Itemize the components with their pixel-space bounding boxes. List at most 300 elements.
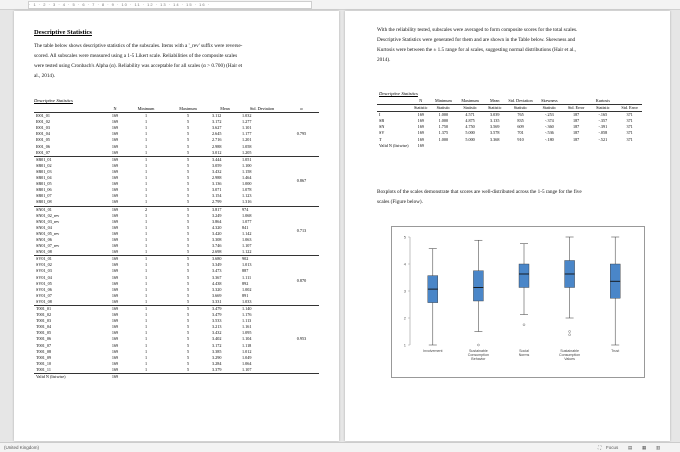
- table-cell: 5: [186, 312, 190, 318]
- column-subheader: Statistic: [411, 105, 430, 112]
- column-header: Kurtosis: [588, 98, 617, 105]
- table-cell: [457, 143, 484, 149]
- table-cell: T001_04: [36, 324, 52, 330]
- table-cell: 3.331: [212, 298, 222, 304]
- web-layout-icon[interactable]: ▥: [656, 445, 661, 450]
- table-cell: I: [379, 112, 381, 118]
- table-cell: 169: [417, 124, 424, 130]
- column-header: Std. Deviation: [506, 98, 535, 105]
- table-cell: 1: [144, 342, 148, 348]
- table-cell: 169: [111, 175, 119, 181]
- table-cell: 5: [186, 131, 190, 137]
- table-cell: 1.000: [438, 118, 449, 124]
- table-cell: 1: [144, 162, 148, 168]
- table-cell: 187: [572, 112, 580, 118]
- table-cell: 701: [517, 130, 524, 136]
- table-cell: 1: [144, 181, 148, 187]
- table-cell: 169: [111, 312, 119, 318]
- table-cell: 1.077: [242, 218, 252, 224]
- table-cell: 169: [111, 193, 119, 199]
- table-cell: 1.032: [240, 113, 284, 120]
- table-cell: [483, 143, 506, 149]
- table-cell: 3.533: [212, 318, 222, 324]
- table-cell: SN01_07_rev: [36, 243, 60, 249]
- alpha-cell: 0.713: [284, 206, 319, 256]
- table-cell: 1.201: [242, 137, 252, 143]
- print-layout-icon[interactable]: ▦: [642, 445, 647, 450]
- table-cell: -.357: [598, 118, 608, 124]
- table-cell: 169: [111, 324, 119, 330]
- table-cell: 5: [186, 274, 190, 280]
- paragraph-line: Boxplots of the scales demonstrate that scores are well-distributed across the 1-5 range for the five: [377, 189, 582, 195]
- table-cell: 1: [144, 324, 148, 330]
- paragraph-line: al., 2014).: [34, 73, 56, 79]
- horizontal-ruler[interactable]: [0, 0, 680, 10]
- table-cell: 1: [144, 193, 148, 199]
- category-label: Sustainable Consumption Values: [559, 349, 581, 361]
- table-cell: 5: [186, 262, 190, 268]
- column-subheader: Statistic: [457, 105, 484, 112]
- table-header-row: [377, 98, 642, 105]
- table-cell: [166, 374, 210, 381]
- table-cell: 3.479: [210, 306, 240, 313]
- table-cell: 2.645: [212, 131, 222, 137]
- table-cell: 1.123: [242, 193, 252, 199]
- table-cell: 169: [111, 131, 119, 137]
- table-cell: 5: [186, 366, 190, 372]
- status-bar: [0, 442, 680, 452]
- table-cell: 1.111: [242, 274, 252, 280]
- table-cell: SV01_02: [36, 262, 52, 268]
- table-cell: SB01_07: [36, 193, 52, 199]
- table-cell: [284, 374, 319, 381]
- table-cell: 1.013: [242, 262, 252, 268]
- table-cell: 169: [111, 280, 119, 286]
- table-cell: 169: [111, 181, 119, 187]
- table-cell: 3.402: [212, 336, 222, 342]
- table-cell: 1: [126, 306, 166, 313]
- table-cell: 1: [144, 274, 148, 280]
- table-cell: I001_03: [36, 125, 50, 131]
- table-cell: 169: [111, 342, 119, 348]
- table-cell: SN01_05_rev: [36, 230, 60, 236]
- table-cell: -.374: [545, 118, 554, 124]
- table-cell: 1.142: [242, 230, 252, 236]
- table-cell: [564, 143, 589, 149]
- table-cell: 1.100: [242, 162, 252, 168]
- table-cell: 169: [111, 286, 119, 292]
- table-cell: 3.817: [210, 206, 240, 213]
- table-cell: 5: [186, 125, 190, 131]
- table-cell: 5: [166, 306, 210, 313]
- table-cell: 169: [111, 212, 119, 218]
- table-cell: -.521: [598, 136, 608, 142]
- table-cell: I001_07: [36, 149, 50, 155]
- table-cell: 1.051: [240, 156, 284, 163]
- ruler-scale: · 1 · 2 · 3 · 4 · 5 · 6 · 7 · 8 · 9 · 10 · 11 · 12 · 13 · 14 · 15 · 16 ·: [28, 1, 312, 9]
- table-cell: 1: [144, 348, 148, 354]
- alpha-cell: 0.795: [284, 113, 319, 157]
- table-cell: 1.068: [242, 212, 252, 218]
- boxplot-figure[interactable]: [391, 226, 645, 378]
- table-row: [34, 206, 319, 213]
- column-header: Minimum: [430, 98, 457, 105]
- table-cell: 3.444: [210, 156, 240, 163]
- table-cell: 1.375: [438, 130, 449, 136]
- table-cell: 169: [111, 236, 119, 242]
- table-cell: T001_09: [36, 354, 52, 360]
- column-header: N: [411, 98, 430, 105]
- table-cell: SB01_05: [36, 181, 52, 187]
- descriptive-statistics-table: [34, 106, 319, 380]
- paragraph-line: With the reliability tested, subscales were averaged to form composite scores for the total scales.: [377, 27, 578, 33]
- outlier-point: [523, 324, 525, 326]
- focus-icon[interactable]: ⛶: [598, 445, 602, 450]
- table-cell: 1.000: [242, 181, 252, 187]
- table-cell: 2.698: [212, 249, 222, 255]
- valid-n-row: [34, 374, 319, 381]
- table-cell: 5: [186, 330, 190, 336]
- table-cell: [588, 143, 617, 149]
- table-cell: 3.569: [490, 124, 500, 130]
- table-cell: 5: [186, 212, 190, 218]
- table-row: [34, 249, 319, 256]
- table-cell: 1.122: [242, 249, 252, 255]
- table-cell: 1.316: [242, 199, 252, 205]
- composite-paragraph: [377, 25, 577, 65]
- table-cell: 1: [126, 256, 166, 263]
- table-cell: 5: [186, 336, 190, 342]
- table-cell: 1.012: [242, 348, 252, 354]
- table-cell: 1.101: [242, 125, 252, 131]
- table-cell: 1: [144, 143, 148, 149]
- table-cell: 3.368: [490, 136, 500, 142]
- table-cell: SB01_06: [36, 187, 52, 193]
- table-cell: 1.095: [242, 330, 252, 336]
- table-cell: 1.064: [242, 360, 252, 366]
- y-tick-label: 3: [403, 288, 406, 294]
- column-header: α: [284, 106, 319, 113]
- table-cell: 2.799: [212, 199, 222, 205]
- table-cell: 1: [144, 175, 148, 181]
- table-caption: Descriptive Statistics: [34, 98, 73, 103]
- table-cell: 169: [111, 249, 119, 255]
- table-cell: 1: [144, 360, 148, 366]
- table-cell: -.536: [545, 130, 554, 136]
- paragraph-line: Descriptive Statistics were generated for them and are shown in the Table below. Skewness and: [377, 37, 576, 43]
- table-cell: 1: [144, 318, 148, 324]
- table-cell: 1.113: [242, 318, 252, 324]
- table-cell: 5: [186, 162, 190, 168]
- table-cell: 371: [626, 124, 633, 130]
- table-cell: 5: [166, 206, 210, 213]
- table-cell: SN01_06: [36, 236, 52, 242]
- table-cell: I001_05: [36, 137, 50, 143]
- table-cell: 3.039: [490, 112, 500, 118]
- table-cell: 2.988: [212, 143, 222, 149]
- table-cell: 1: [144, 268, 148, 274]
- table-cell: 5: [186, 324, 190, 330]
- paragraph-line: scales (Figure below).: [377, 199, 423, 205]
- table-cell: 169: [111, 125, 119, 131]
- table-cell: SV01_01: [34, 256, 104, 263]
- table-cell: 5: [186, 298, 190, 304]
- table-cell: 371: [626, 112, 633, 118]
- document-page-left[interactable]: [14, 11, 339, 441]
- table-cell: 3.578: [490, 130, 500, 136]
- column-subheader: Statistic: [506, 105, 535, 112]
- table-subheader-row: [377, 105, 642, 112]
- table-cell: 1: [144, 236, 148, 242]
- alpha-cell: 0.953: [284, 306, 319, 374]
- table-cell: 910: [517, 136, 524, 142]
- table-cell: SV: [379, 130, 385, 136]
- column-header: Mean: [210, 106, 240, 113]
- table-cell: 1: [144, 224, 148, 230]
- table-cell: 1.464: [242, 175, 252, 181]
- boxplot-chart: [392, 227, 644, 377]
- table-cell: 2: [126, 206, 166, 213]
- table-cell: -.058: [598, 130, 608, 136]
- table-cell: T001_03: [36, 318, 52, 324]
- table-cell: 5: [186, 318, 190, 324]
- table-cell: 1.176: [242, 312, 252, 318]
- valid-n-value: 169: [417, 142, 424, 148]
- table-cell: 5.000: [465, 136, 475, 142]
- table-cell: 3.135: [490, 118, 500, 124]
- table-cell: [506, 143, 535, 149]
- outlier-point: [569, 331, 571, 333]
- table-cell: 3.172: [212, 342, 222, 348]
- box: [519, 264, 529, 287]
- table-cell: 371: [626, 118, 633, 124]
- table-cell: 3.213: [212, 324, 222, 330]
- table-cell: 5: [186, 168, 190, 174]
- table-cell: [430, 143, 457, 149]
- table-cell: 371: [626, 136, 633, 142]
- outlier-point: [477, 344, 479, 346]
- table-cell: SB01_02: [36, 162, 52, 168]
- y-tick-label: 1: [403, 342, 406, 348]
- table-cell: 1: [126, 156, 166, 163]
- table-cell: 169: [104, 256, 126, 263]
- table-cell: T001_07: [36, 342, 52, 348]
- table-cell: 5: [186, 224, 190, 230]
- y-tick-label: 2: [403, 315, 406, 321]
- table-cell: 1: [144, 137, 148, 143]
- table-cell: 169: [104, 156, 126, 163]
- table-cell: 3.479: [212, 312, 222, 318]
- table-cell: 3.669: [212, 292, 222, 298]
- table-cell: 1: [144, 243, 148, 249]
- table-cell: 5: [186, 187, 190, 193]
- table-cell: 169: [111, 199, 119, 205]
- table-cell: 169: [111, 143, 119, 149]
- table-cell: 1: [144, 336, 148, 342]
- column-header: [617, 98, 642, 105]
- table-row: [34, 199, 319, 206]
- table-cell: 169: [111, 298, 119, 304]
- table-cell: 609: [517, 124, 524, 130]
- table-cell: 765: [517, 112, 524, 118]
- y-tick-label: 4: [403, 261, 406, 267]
- valid-n-value: 169: [104, 374, 126, 381]
- table-cell: 5: [186, 243, 190, 249]
- table-cell: SN: [379, 124, 385, 130]
- category-label: Sustainable Consumption Behavior: [467, 349, 489, 361]
- table-cell: 1: [144, 199, 148, 205]
- table-cell: 1.118: [242, 342, 252, 348]
- table-cell: 974: [240, 206, 284, 213]
- table-cell: SN01_03_rev: [36, 218, 60, 224]
- column-header: Maximum: [457, 98, 484, 105]
- table-cell: 5: [186, 286, 190, 292]
- table-cell: 187: [572, 136, 580, 142]
- table-cell: 5: [186, 360, 190, 366]
- table-cell: SN01_04: [36, 224, 52, 230]
- table-cell: 3.284: [212, 360, 222, 366]
- table-cell: 1: [144, 149, 148, 155]
- table-cell: 4.750: [465, 124, 475, 130]
- category-label: Involvement: [423, 349, 443, 353]
- table-cell: 169: [111, 318, 119, 324]
- table-cell: 5: [186, 230, 190, 236]
- table-cell: 3.112: [210, 113, 240, 120]
- table-cell: SV01_07: [36, 292, 52, 298]
- table-cell: 1.049: [242, 354, 252, 360]
- column-subheader: Statistic: [588, 105, 617, 112]
- table-cell: 5: [186, 292, 190, 298]
- table-cell: 1: [144, 298, 148, 304]
- table-cell: 5: [186, 280, 190, 286]
- table-cell: 169: [111, 137, 119, 143]
- y-tick-label: 5: [403, 234, 406, 240]
- box: [473, 271, 483, 301]
- table-cell: 371: [626, 130, 633, 136]
- table-cell: 1: [144, 312, 148, 318]
- table-cell: 169: [111, 149, 119, 155]
- table-cell: 169: [111, 354, 119, 360]
- column-header: Std. Deviation: [240, 106, 284, 113]
- table-cell: SN01_02_rev: [36, 212, 60, 218]
- table-row: [34, 150, 319, 157]
- column-header: Maximum: [166, 106, 210, 113]
- table-cell: 3.746: [212, 243, 222, 249]
- table-cell: 169: [417, 136, 424, 142]
- table-cell: 3.473: [212, 268, 222, 274]
- category-label: Social Norms: [518, 349, 530, 357]
- table-cell: 5: [186, 119, 190, 125]
- table-caption: Descriptive Statistics: [379, 91, 418, 96]
- table-cell: 1.277: [242, 119, 252, 125]
- table-cell: 169: [111, 360, 119, 366]
- table-cell: SV01_05: [36, 280, 52, 286]
- table-cell: 3.627: [212, 125, 222, 131]
- table-cell: 169: [111, 119, 119, 125]
- table-cell: 5: [186, 181, 190, 187]
- table-cell: SB: [379, 118, 385, 124]
- paragraph-line: The table below shows descriptive statistics of the subscales. Items with a '_rev' suffix were reverse-: [34, 43, 243, 49]
- table-cell: -.165: [598, 112, 608, 118]
- category-label: Trust: [611, 349, 620, 353]
- table-cell: -.253: [545, 112, 554, 118]
- table-cell: 4.438: [212, 280, 222, 286]
- paragraph-line: scored. All subscales were measured using a 1-5 Likert scale. Reliabilities of the composite scales: [34, 53, 238, 59]
- table-cell: 892: [242, 280, 249, 286]
- table-cell: 902: [240, 256, 284, 263]
- table-cell: 1.140: [240, 306, 284, 313]
- table-cell: 169: [417, 118, 424, 124]
- table-cell: I001_06: [36, 143, 50, 149]
- table-cell: [617, 143, 642, 149]
- table-cell: 1: [144, 249, 148, 255]
- focus-button[interactable]: Focus: [606, 445, 619, 450]
- table-cell: 3.420: [212, 230, 222, 236]
- table-cell: I001_01: [34, 113, 104, 120]
- table-row: [34, 156, 319, 163]
- table-cell: 169: [104, 206, 126, 213]
- table-cell: 169: [111, 230, 119, 236]
- column-header: [34, 106, 104, 113]
- table-cell: 2.988: [212, 175, 222, 181]
- table-cell: 1: [144, 366, 148, 372]
- table-row: [34, 306, 319, 313]
- table-cell: 1: [144, 131, 148, 137]
- table-cell: 169: [104, 113, 126, 120]
- table-cell: 1.078: [242, 187, 252, 193]
- document-page-right[interactable]: [345, 11, 670, 441]
- table-cell: 3.308: [212, 236, 222, 242]
- table-cell: T: [379, 136, 382, 142]
- table-cell: 1: [144, 230, 148, 236]
- table-cell: 3.071: [212, 187, 222, 193]
- column-subheader: Statistic: [535, 105, 564, 112]
- column-subheader: Std. Error: [617, 105, 642, 112]
- column-header: [377, 98, 411, 105]
- table-cell: 169: [111, 162, 119, 168]
- table-cell: 5: [166, 156, 210, 163]
- table-cell: 1: [144, 218, 148, 224]
- table-cell: 3.680: [210, 256, 240, 263]
- read-mode-icon[interactable]: ▤: [628, 445, 633, 450]
- column-header: Mean: [483, 98, 506, 105]
- table-cell: 1.158: [242, 168, 252, 174]
- table-cell: 1: [144, 280, 148, 286]
- table-cell: 3.249: [212, 212, 222, 218]
- composite-statistics-table: [377, 98, 642, 149]
- table-cell: SB01_04: [36, 175, 52, 181]
- table-cell: 169: [111, 262, 119, 268]
- table-cell: 3.059: [212, 162, 222, 168]
- table-cell: 1: [144, 286, 148, 292]
- table-cell: 1.000: [438, 136, 449, 142]
- table-cell: 169: [111, 268, 119, 274]
- paragraph-line: Kurtosis were between the ± 1.5 range for al scales, suggesting normal distributions (Hair et al.,: [377, 47, 576, 53]
- table-cell: 187: [572, 130, 580, 136]
- table-cell: [210, 374, 240, 381]
- table-cell: 169: [111, 348, 119, 354]
- table-cell: 1: [144, 262, 148, 268]
- outlier-point: [569, 334, 571, 336]
- table-row: [34, 367, 319, 374]
- table-cell: 1.107: [242, 366, 252, 372]
- column-header: [564, 98, 589, 105]
- table-cell: 5: [166, 256, 210, 263]
- table-cell: 3.290: [212, 354, 222, 360]
- table-cell: 1.177: [242, 131, 252, 137]
- language-indicator[interactable]: (United Kingdom): [4, 445, 40, 450]
- valid-n-row: [377, 143, 642, 149]
